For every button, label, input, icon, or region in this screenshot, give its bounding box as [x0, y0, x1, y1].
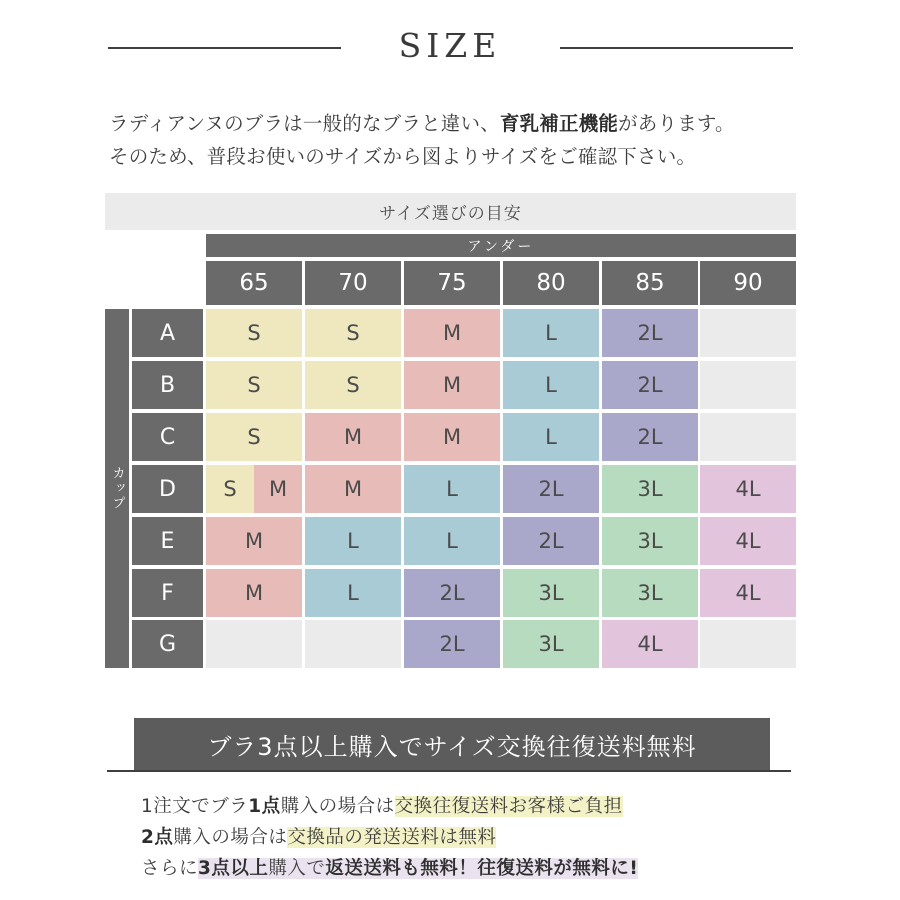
- size-cell-b-80: L: [503, 361, 599, 409]
- size-cell-c-85: 2L: [602, 413, 698, 461]
- cup-header-a: A: [132, 309, 203, 357]
- size-cell-g-70: [305, 620, 401, 668]
- size-cell-d-85: 3L: [602, 465, 698, 513]
- size-cell-a-80: L: [503, 309, 599, 357]
- size-cell-e-80: 2L: [503, 517, 599, 565]
- note-3-bold: 3点以上: [198, 858, 269, 879]
- size-cell-c-75: M: [404, 413, 500, 461]
- intro-line-2: そのため、普段お使いのサイズから図よりサイズをご確認下さい。: [109, 145, 697, 168]
- size-cell-a-75: M: [404, 309, 500, 357]
- cup-header-f: F: [132, 569, 203, 617]
- size-cell-c-65: S: [206, 413, 302, 461]
- size-cell-d-65-b: M: [254, 465, 302, 513]
- note-2-highlight: 交換品の発送送料は無料: [287, 827, 497, 848]
- size-cell-b-65: S: [206, 361, 302, 409]
- note-1-highlight: 交換往復送料お客様ご負担: [394, 796, 623, 817]
- size-cell-e-70: L: [305, 517, 401, 565]
- size-cell-f-85: 3L: [602, 569, 698, 617]
- size-cell-e-90: 4L: [700, 517, 796, 565]
- under-header-75: 75: [404, 261, 500, 305]
- size-cell-c-90: [700, 413, 796, 461]
- under-header-70: 70: [305, 261, 401, 305]
- cup-header-d: D: [132, 465, 203, 513]
- size-cell-d-65-a: S: [206, 465, 254, 513]
- under-header-90: 90: [700, 261, 796, 305]
- note-3-text: さらに: [141, 858, 199, 879]
- intro-emphasis: 育乳補正機能: [499, 112, 619, 135]
- cup-header-c: C: [132, 413, 203, 461]
- under-header-80: 80: [503, 261, 599, 305]
- page-title: SIZE: [398, 26, 502, 65]
- size-cell-b-85: 2L: [602, 361, 698, 409]
- banner-underline: [107, 770, 791, 772]
- size-cell-d-80: 2L: [503, 465, 599, 513]
- size-cell-e-85: 3L: [602, 517, 698, 565]
- cup-label: カップ: [105, 309, 129, 668]
- cup-header-e: E: [132, 517, 203, 565]
- size-chart-caption: サイズ選びの目安: [105, 193, 796, 230]
- size-cell-f-70: L: [305, 569, 401, 617]
- intro-text-1a: ラディアンヌのブラは一般的なブラと違い、: [109, 112, 500, 135]
- size-cell-g-75: 2L: [404, 620, 500, 668]
- note-2-bold: 2点: [141, 827, 174, 848]
- under-header-85: 85: [602, 261, 698, 305]
- size-cell-a-85: 2L: [602, 309, 698, 357]
- size-cell-g-65: [206, 620, 302, 668]
- size-cell-b-75: M: [404, 361, 500, 409]
- under-header-65: 65: [206, 261, 302, 305]
- note-3-highlight: 返送送料も無料！往復送料が無料に!: [325, 858, 639, 879]
- size-cell-b-70: S: [305, 361, 401, 409]
- exchange-banner: ブラ3点以上購入でサイズ交換往復送料無料: [134, 718, 770, 770]
- note-1-text-b: 購入の場合は: [280, 796, 395, 817]
- under-band-label: アンダー: [206, 234, 796, 257]
- size-cell-f-75: 2L: [404, 569, 500, 617]
- size-cell-d-75: L: [404, 465, 500, 513]
- note-line-2: [141, 823, 496, 849]
- size-cell-c-80: L: [503, 413, 599, 461]
- cup-header-g: G: [132, 620, 203, 668]
- cup-header-b: B: [132, 361, 203, 409]
- size-cell-d-90: 4L: [700, 465, 796, 513]
- size-cell-c-70: M: [305, 413, 401, 461]
- note-3-text-b: 購入で: [268, 858, 326, 879]
- size-cell-f-65: M: [206, 569, 302, 617]
- size-cell-a-65: S: [206, 309, 302, 357]
- note-2-text: 購入の場合は: [173, 827, 288, 848]
- note-1-text: 1注文でブラ: [141, 796, 249, 817]
- size-cell-e-65: M: [206, 517, 302, 565]
- size-cell-b-90: [700, 361, 796, 409]
- size-cell-a-90: [700, 309, 796, 357]
- size-cell-g-80: 3L: [503, 620, 599, 668]
- size-cell-f-80: 3L: [503, 569, 599, 617]
- note-1-bold: 1点: [248, 796, 281, 817]
- note-line-3: [141, 854, 638, 880]
- size-cell-f-90: 4L: [700, 569, 796, 617]
- intro-text-1c: があります。: [618, 112, 735, 135]
- intro-line-1: [109, 108, 735, 136]
- size-cell-e-75: L: [404, 517, 500, 565]
- size-cell-g-90: [700, 620, 796, 668]
- size-cell-g-85: 4L: [602, 620, 698, 668]
- size-cell-a-70: S: [305, 309, 401, 357]
- note-line-1: [141, 792, 623, 818]
- size-cell-d-70: M: [305, 465, 401, 513]
